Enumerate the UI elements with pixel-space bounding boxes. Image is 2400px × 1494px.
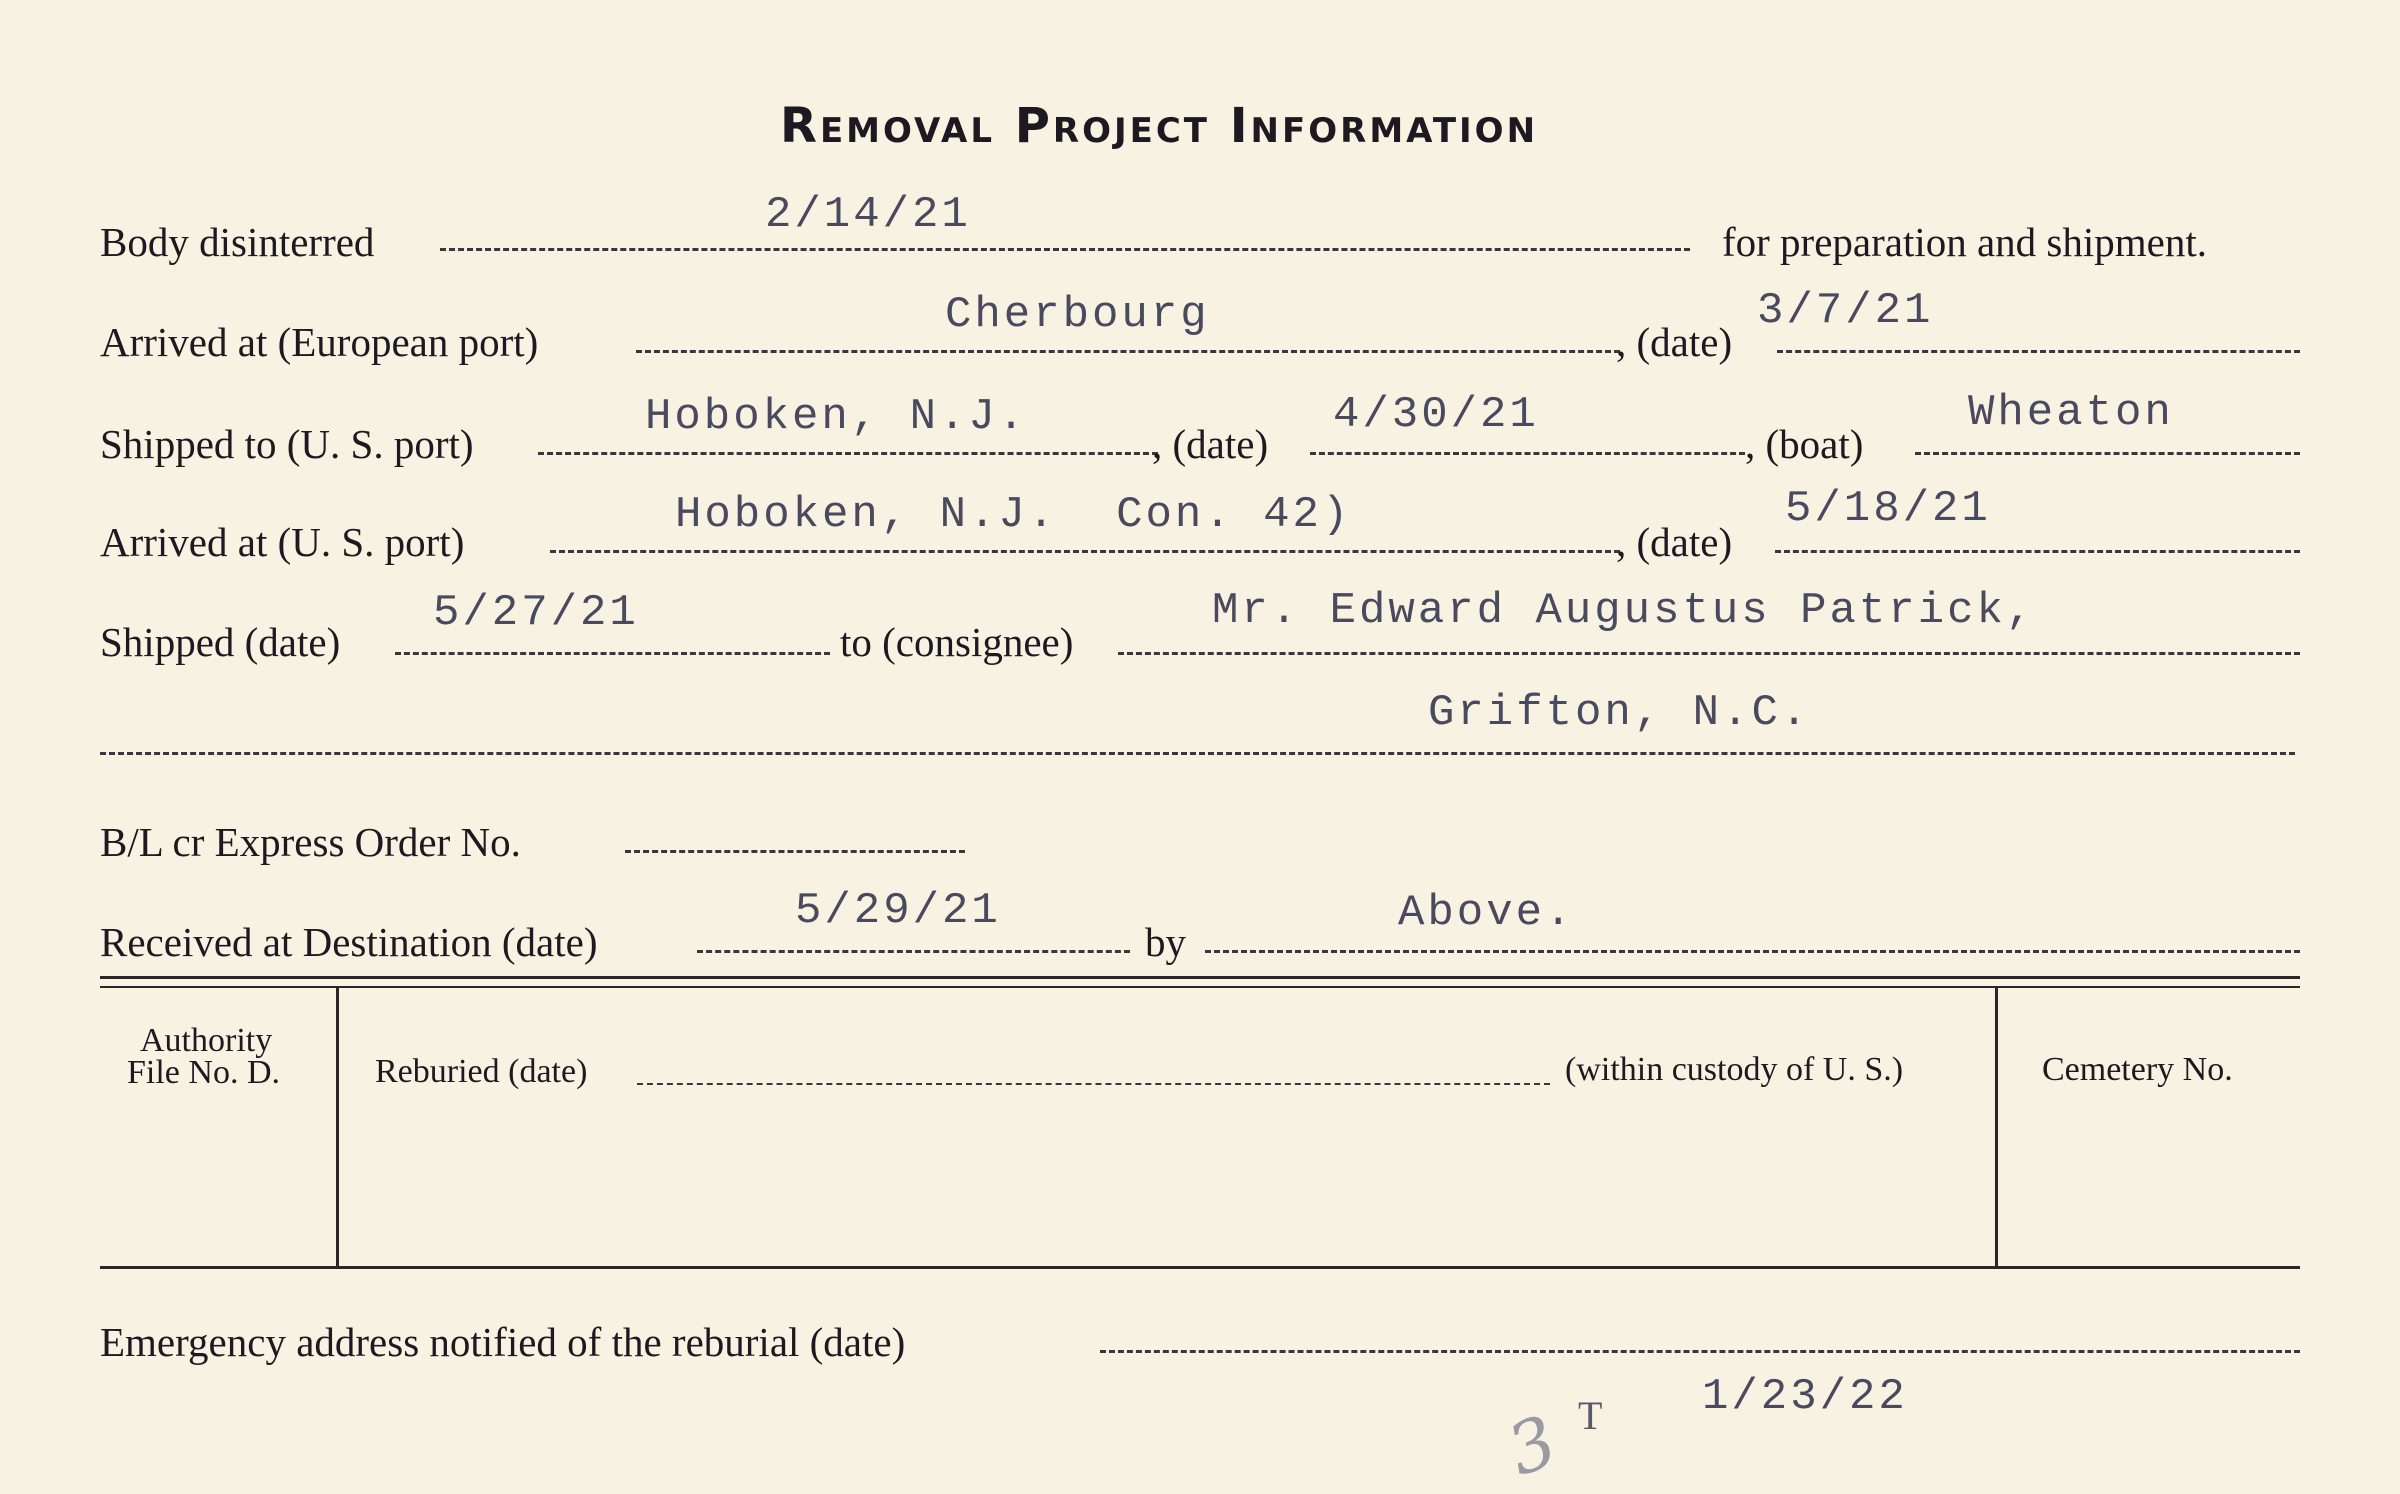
consignee-address: Grifton, N.C.	[1428, 688, 1811, 738]
table-bottom-rule	[100, 1266, 2300, 1269]
footer-mark: T	[1578, 1393, 1603, 1438]
shipped-us-date: 4/30/21	[1333, 390, 1539, 440]
arrived-european-date: 3/7/21	[1757, 286, 1934, 336]
arrived-us-date-line	[1775, 550, 2300, 553]
table-top-rule	[100, 976, 2300, 979]
arrived-us-date: 5/18/21	[1785, 484, 1991, 534]
authority-label-2: File No. D.	[127, 1054, 280, 1091]
shipped-date-label: Shipped (date)	[100, 619, 341, 665]
received-by: Above.	[1398, 888, 1575, 938]
shipped-us-boat: Wheaton	[1968, 388, 2174, 438]
received-by-line	[1205, 950, 2300, 953]
arrived-european-date-label: , (date)	[1616, 319, 1733, 365]
form-title: Removal Project Information	[780, 98, 1539, 154]
shipped-date-line	[395, 652, 830, 655]
consignee-line	[1118, 652, 2300, 655]
emergency-line	[1100, 1350, 2300, 1353]
received-by-label: by	[1145, 919, 1186, 965]
disinterred-line	[440, 248, 1690, 251]
received-date: 5/29/21	[795, 886, 1001, 936]
shipped-date: 5/27/21	[433, 588, 639, 638]
shipped-us-label: Shipped to (U. S. port)	[100, 421, 474, 467]
shipped-us-date-line	[1310, 452, 1745, 455]
arrived-european-label: Arrived at (European port)	[100, 319, 539, 365]
custody-label: (within custody of U. S.)	[1565, 1051, 1904, 1088]
consignee-name: Mr. Edward Augustus Patrick,	[1212, 586, 2036, 636]
shipped-us-boat-line	[1915, 452, 2300, 455]
shipped-us-boat-label: , (boat)	[1745, 421, 1864, 467]
cemetery-label: Cemetery No.	[2042, 1051, 2233, 1088]
table-divider-1	[336, 988, 339, 1266]
arrived-european-line	[636, 350, 1620, 353]
pencil-scribble: 3	[1497, 1399, 1568, 1493]
arrived-us-line	[550, 550, 1620, 553]
arrived-us-label: Arrived at (U. S. port)	[100, 519, 465, 565]
disinterred-date: 2/14/21	[765, 190, 971, 240]
shipped-us-port: Hoboken, N.J.	[645, 392, 1028, 442]
table-divider-2	[1995, 988, 1998, 1266]
reburied-line	[637, 1083, 1550, 1085]
disinterred-suffix: for preparation and shipment.	[1722, 219, 2208, 265]
footer-date: 1/23/22	[1702, 1372, 1908, 1422]
emergency-label: Emergency address notified of the reburial (date)	[100, 1319, 906, 1365]
arrived-european-date-line	[1777, 350, 2300, 353]
arrived-us-port: Hoboken, N.J. Con. 42)	[675, 490, 1352, 540]
address-line	[100, 752, 2295, 755]
received-date-line	[697, 950, 1130, 953]
bl-order-label: B/L cr Express Order No.	[100, 819, 521, 865]
consignee-label: to (consignee)	[840, 619, 1074, 665]
disinterred-label: Body disinterred	[100, 219, 375, 265]
arrived-us-date-label: , (date)	[1616, 519, 1733, 565]
reburied-label: Reburied (date)	[375, 1053, 588, 1090]
bl-order-line	[625, 850, 965, 853]
shipped-us-date-label: , (date)	[1152, 421, 1269, 467]
shipped-us-line	[538, 452, 1158, 455]
arrived-european-port: Cherbourg	[945, 290, 1210, 340]
table-top-rule-2	[100, 986, 2300, 988]
received-label: Received at Destination (date)	[100, 919, 598, 965]
authority-label-1: Authority	[140, 1022, 273, 1059]
